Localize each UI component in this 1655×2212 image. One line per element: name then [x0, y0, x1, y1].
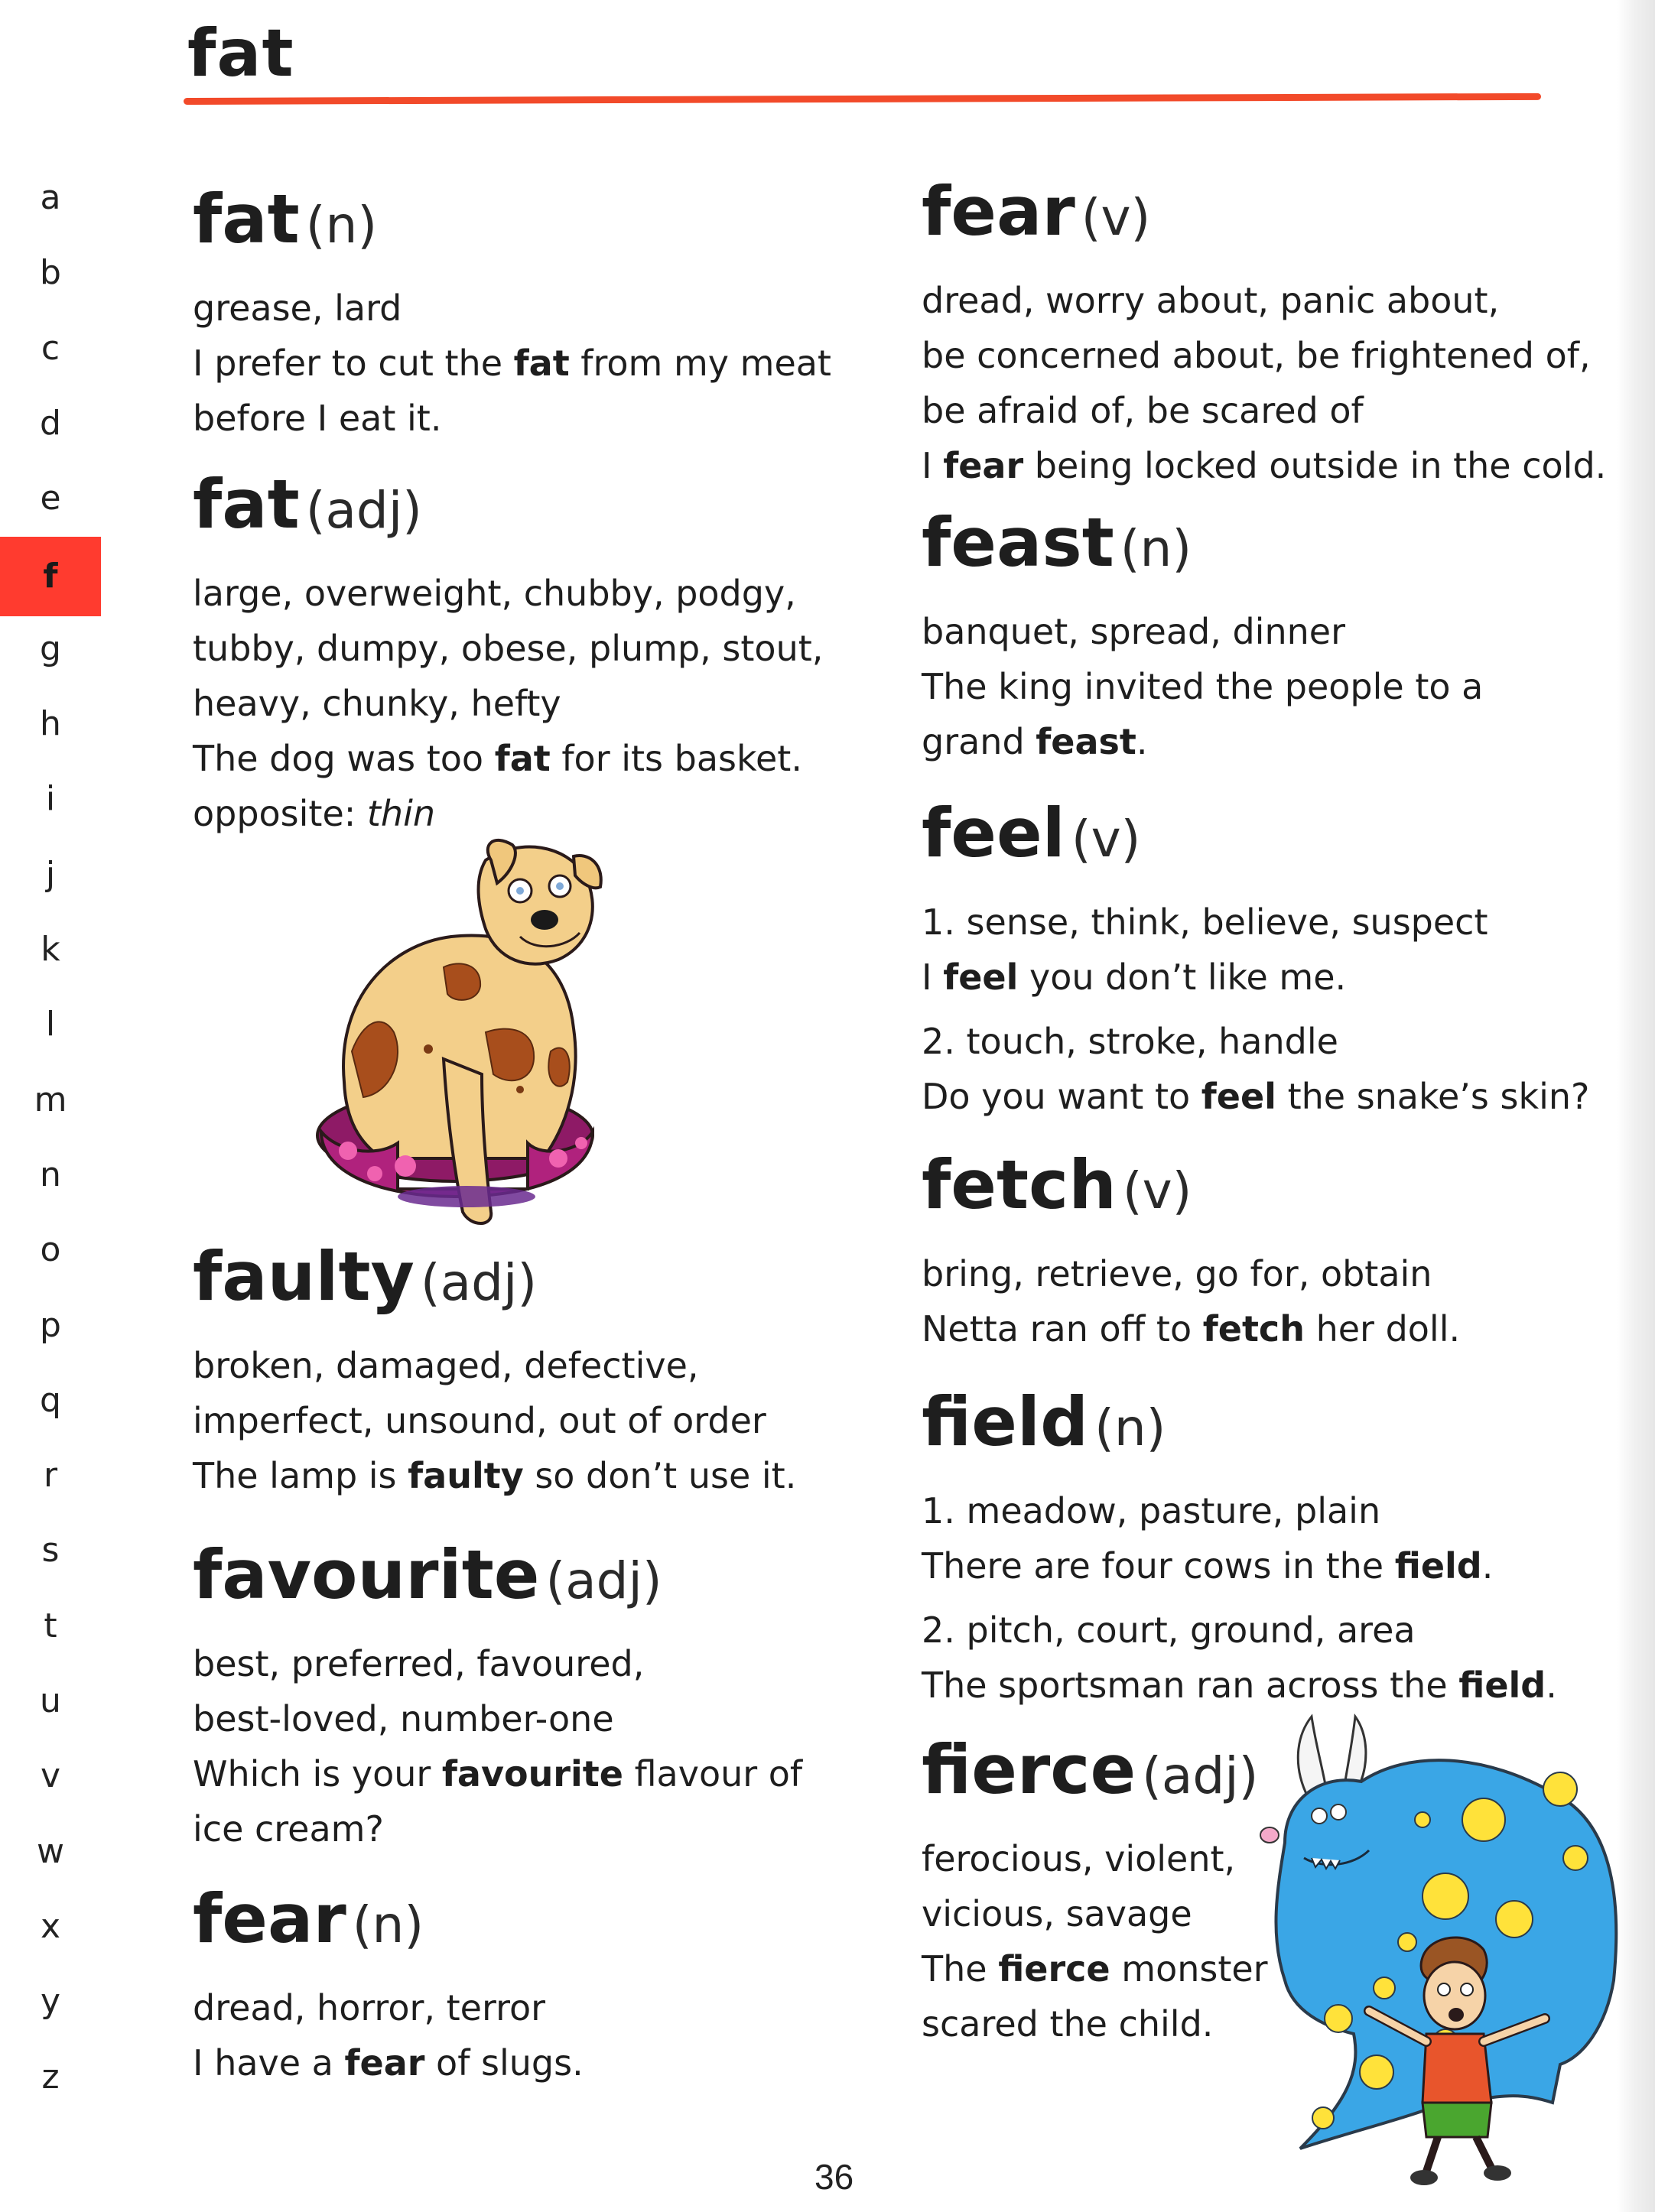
text-segment: flavour of	[623, 1753, 803, 1795]
entry-line: heavy, chunky, hefty	[193, 683, 561, 724]
example-sentence	[193, 731, 823, 786]
entry-line: The king invited the people to a	[922, 666, 1484, 707]
highlighted-headword: faulty	[408, 1455, 524, 1496]
headword-line	[193, 463, 823, 566]
text-segment: grand	[922, 721, 1036, 762]
page-number: 36	[814, 2157, 854, 2197]
fat-dog-illustration	[291, 830, 627, 1242]
entry-fat	[193, 463, 823, 841]
entry-line: vicious, savage	[922, 1893, 1192, 1934]
entry-line: bring, retrieve, go for, obtain	[922, 1253, 1432, 1294]
part-of-speech: (n)	[1094, 1398, 1166, 1457]
alphabet-letter-f[interactable]: f	[0, 537, 101, 616]
entry-fear	[193, 1877, 584, 2090]
headword: faulty	[193, 1237, 415, 1316]
alphabet-letter-s[interactable]: s	[41, 1531, 60, 1570]
alphabet-letter-t[interactable]: t	[44, 1606, 57, 1645]
entry-line: 1. sense, think, believe, suspect	[922, 901, 1488, 943]
entry-line: best-loved, number-one	[193, 1698, 614, 1739]
headword-line	[922, 1380, 1557, 1483]
alphabet-letter-d[interactable]: d	[40, 403, 61, 443]
alphabet-letter-j[interactable]: j	[45, 854, 56, 894]
headword-line	[922, 1143, 1460, 1246]
entry-line: broken, damaged, defective,	[193, 1345, 699, 1386]
entry-line: 2. pitch, court, ground, area	[922, 1609, 1416, 1651]
text-segment: Which is your	[193, 1753, 442, 1795]
entry-line: be concerned about, be frightened of,	[922, 335, 1591, 376]
text-segment: Netta ran off to	[922, 1308, 1203, 1350]
text-segment: you don’t like me.	[1018, 957, 1347, 998]
text-segment: The lamp is	[193, 1455, 408, 1496]
alphabet-letter-y[interactable]: y	[40, 1982, 61, 2022]
alphabet-letter-r[interactable]: r	[43, 1456, 58, 1496]
text-segment: I	[922, 957, 944, 998]
part-of-speech: (adj)	[545, 1551, 662, 1610]
headword: field	[922, 1382, 1089, 1461]
alphabet-letter-w[interactable]: w	[37, 1831, 64, 1871]
highlighted-headword: fear	[344, 2042, 425, 2084]
entry-favourite	[193, 1533, 802, 1856]
example-sentence	[922, 1941, 1268, 1996]
highlighted-headword: field	[1394, 1545, 1482, 1587]
alphabet-letter-n[interactable]: n	[40, 1155, 61, 1194]
part-of-speech: (adj)	[305, 481, 422, 540]
highlighted-headword: field	[1458, 1665, 1546, 1706]
text-segment: .	[1136, 721, 1148, 762]
header-rule	[184, 93, 1541, 105]
part-of-speech: (n)	[352, 1895, 424, 1954]
example-sentence	[922, 438, 1606, 493]
part-of-speech: (adj)	[1142, 1746, 1259, 1805]
entry-feel	[922, 791, 1589, 1124]
entry-fat	[193, 177, 831, 446]
headword-line	[922, 791, 1589, 895]
highlighted-headword: feast	[1036, 721, 1136, 762]
example-sentence	[922, 1069, 1589, 1124]
headword: fetch	[922, 1145, 1117, 1224]
part-of-speech: (adj)	[420, 1253, 538, 1312]
entry-line: banquet, spread, dinner	[922, 611, 1345, 652]
alphabet-letter-m[interactable]: m	[34, 1080, 67, 1119]
alphabet-letter-i[interactable]: i	[45, 779, 56, 819]
text-segment: Do you want to	[922, 1076, 1201, 1117]
entry-line: dread, horror, terror	[193, 1987, 546, 2028]
text-segment: .	[1546, 1665, 1557, 1706]
text-segment: from my meat	[569, 343, 831, 384]
example-sentence	[193, 1448, 796, 1503]
entry-line: large, overweight, chubby, podgy,	[193, 573, 796, 614]
part-of-speech: (n)	[1120, 519, 1192, 578]
entry-fetch	[922, 1143, 1460, 1356]
example-sentence	[922, 714, 1483, 769]
entry-line: 2. touch, stroke, handle	[922, 1021, 1338, 1062]
alphabet-letter-x[interactable]: x	[40, 1906, 61, 1946]
entry-line: before I eat it.	[193, 398, 442, 439]
entry-line: imperfect, unsound, out of order	[193, 1400, 766, 1441]
text-segment: I prefer to cut the	[193, 343, 514, 384]
headword: feel	[922, 794, 1065, 872]
highlighted-headword: fear	[943, 445, 1024, 486]
text-segment: monster	[1110, 1948, 1268, 1990]
entry-line: tubby, dumpy, obese, plump, stout,	[193, 628, 824, 669]
text-segment: being locked outside in the cold.	[1023, 445, 1607, 486]
example-sentence	[922, 1538, 1557, 1593]
headword-line	[193, 1235, 796, 1338]
headword-line	[193, 177, 831, 281]
sense-gap	[922, 1005, 1589, 1014]
entry-faulty	[193, 1235, 796, 1503]
headword-line	[922, 170, 1606, 273]
highlighted-headword: fat	[513, 343, 570, 384]
entry-fear	[922, 170, 1606, 493]
page-header-word: fat	[187, 15, 294, 92]
alphabet-letter-z[interactable]: z	[41, 2057, 60, 2097]
text-segment: The dog was too	[193, 738, 495, 779]
highlighted-headword: feel	[1201, 1076, 1276, 1117]
alphabet-letter-p[interactable]: p	[40, 1305, 61, 1345]
example-sentence	[193, 1746, 802, 1801]
highlighted-headword: fat	[494, 738, 551, 779]
headword: favourite	[193, 1535, 540, 1614]
entry-feast	[922, 501, 1483, 769]
example-sentence	[193, 336, 831, 391]
headword: fierce	[922, 1730, 1136, 1809]
fierce-monster-illustration	[1254, 1705, 1637, 2194]
headword-line	[193, 1533, 802, 1636]
part-of-speech: (v)	[1122, 1161, 1192, 1220]
part-of-speech: (v)	[1071, 810, 1141, 869]
text-segment: opposite:	[193, 793, 367, 834]
headword: fat	[193, 465, 300, 544]
example-sentence	[922, 950, 1589, 1005]
headword: fear	[193, 1879, 346, 1958]
headword-line	[922, 501, 1483, 604]
text-segment: The	[922, 1948, 999, 1990]
headword-line	[922, 1728, 1268, 1831]
entry-line: ice cream?	[193, 1808, 384, 1850]
highlighted-headword: feel	[943, 957, 1019, 998]
text-segment: I	[922, 445, 944, 486]
part-of-speech: (v)	[1081, 188, 1151, 247]
entry-line: best, preferred, favoured,	[193, 1643, 645, 1684]
entry-line: dread, worry about, panic about,	[922, 280, 1500, 321]
alphabet-letter-a[interactable]: a	[40, 178, 61, 217]
headword-line	[193, 1877, 584, 1980]
alphabet-letter-u[interactable]: u	[40, 1681, 61, 1720]
entry-field	[922, 1380, 1557, 1713]
entry-fierce	[922, 1728, 1268, 2051]
headword: fear	[922, 172, 1075, 251]
text-segment: .	[1481, 1545, 1494, 1587]
alphabet-letter-q[interactable]: q	[40, 1380, 61, 1420]
highlighted-headword: fierce	[998, 1948, 1110, 1990]
alphabet-letter-c[interactable]: c	[41, 328, 60, 368]
entry-line: grease, lard	[193, 287, 402, 329]
text-segment: There are four cows in the	[922, 1545, 1395, 1587]
headword: feast	[922, 503, 1114, 582]
text-segment: the snake’s skin?	[1276, 1076, 1590, 1117]
entry-line: 1. meadow, pasture, plain	[922, 1490, 1381, 1532]
example-sentence	[193, 2035, 584, 2090]
text-segment: her doll.	[1304, 1308, 1461, 1350]
alphabet-letter-o[interactable]: o	[40, 1230, 61, 1270]
text-segment: I have a	[193, 2042, 345, 2084]
text-segment: for its basket.	[550, 738, 802, 779]
alphabet-letter-e[interactable]: e	[40, 479, 61, 518]
entry-line: be afraid of, be scared of	[922, 390, 1364, 431]
alphabet-letter-l[interactable]: l	[45, 1005, 56, 1044]
headword: fat	[193, 180, 300, 258]
highlighted-headword: favourite	[441, 1753, 623, 1795]
alphabet-letter-h[interactable]: h	[40, 704, 61, 744]
text-segment: The sportsman ran across the	[922, 1665, 1459, 1706]
alphabet-letter-g[interactable]: g	[40, 629, 61, 668]
sense-gap	[922, 1593, 1557, 1603]
highlighted-headword: fetch	[1202, 1308, 1305, 1350]
example-sentence	[922, 1301, 1460, 1356]
text-segment: so don’t use it.	[523, 1455, 797, 1496]
part-of-speech: (n)	[305, 196, 378, 255]
alphabet-letter-v[interactable]: v	[40, 1756, 61, 1796]
alphabet-letter-k[interactable]: k	[41, 930, 60, 969]
entry-line: scared the child.	[922, 2003, 1214, 2045]
antonym-word: thin	[366, 793, 436, 834]
entry-line: ferocious, violent,	[922, 1838, 1236, 1879]
alphabet-letter-b[interactable]: b	[40, 253, 61, 293]
text-segment: of slugs.	[424, 2042, 584, 2084]
